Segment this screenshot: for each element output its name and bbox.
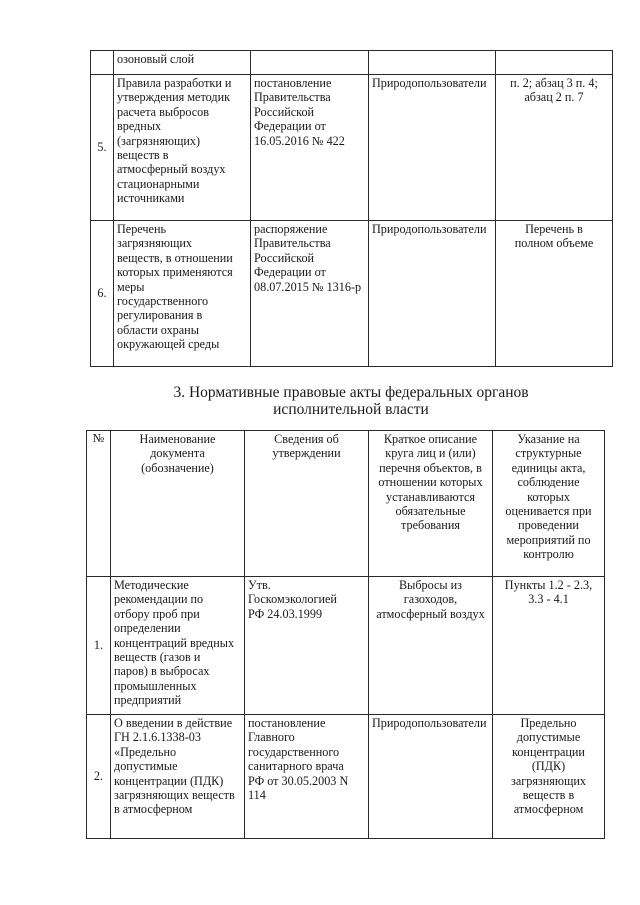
structural-units-cell: Пункты 1.2 - 2.3, 3.3 - 4.1: [493, 577, 605, 715]
table-row: [87, 577, 605, 715]
document-name-cell: Правила разработки и утверждения методик расчета выбросов вредных (загрязняющих) веществ в атмосферный воздух стационарными источниками: [114, 75, 251, 221]
header-persons-description: Краткое описание круга лиц и (или) перечня объектов, в отношении которых устанавливаются обязательные требования: [369, 431, 493, 577]
regulations-table-continued: [90, 50, 613, 367]
document-name-cell: Перечень загрязняющих веществ, в отношении которых применяются меры государственного регулирования в области охраны окружающей среды: [114, 221, 251, 367]
header-approval-info: Сведения об утверждении: [245, 431, 369, 577]
row-number-cell: 1.: [87, 577, 111, 715]
approval-info-cell: [251, 51, 369, 75]
header-number: №: [87, 431, 111, 577]
header-structural-units: Указание на структурные единицы акта, соблюдение которых оценивается при проведении мероприятий по контролю: [493, 431, 605, 577]
document-name-cell: О введении в действие ГН 2.1.6.1338-03 «Предельно допустимые концентрации (ПДК) загрязняющих веществ в атмосферном: [111, 715, 245, 839]
document-name-cell: озоновый слой: [114, 51, 251, 75]
approval-info-cell: Утв. Госкомэкологией РФ 24.03.1999: [245, 577, 369, 715]
federal-acts-table: [86, 430, 605, 839]
row-number-cell: 2.: [87, 715, 111, 839]
header-document-name: Наименование документа (обозначение): [111, 431, 245, 577]
structural-units-cell: п. 2; абзац 3 п. 4; абзац 2 п. 7: [496, 75, 613, 221]
persons-description-cell: Природопользователи: [369, 75, 496, 221]
persons-description-cell: Природопользователи: [369, 221, 496, 367]
structural-units-cell: Предельно допустимые концентрации (ПДК) загрязняющих веществ в атмосферном: [493, 715, 605, 839]
structural-units-cell: [496, 51, 613, 75]
section-heading: 3. Нормативные правовые акты федеральных органов исполнительной власти: [173, 384, 529, 418]
row-number-cell: [91, 51, 114, 75]
document-name-cell: Методические рекомендации по отбору проб при определении концентраций вредных веществ (газов и паров) в выбросах промышленных предприятий: [111, 577, 245, 715]
approval-info-cell: постановление Правительства Российской Федерации от 16.05.2016 № 422: [251, 75, 369, 221]
row-number-cell: 6.: [91, 221, 114, 367]
approval-info-cell: распоряжение Правительства Российской Федерации от 08.07.2015 № 1316-р: [251, 221, 369, 367]
persons-description-cell: [369, 51, 496, 75]
row-number-cell: 5.: [91, 75, 114, 221]
persons-description-cell: Природопользователи: [369, 715, 493, 839]
table-row: [91, 75, 613, 221]
table-row: [91, 221, 613, 367]
persons-description-cell: Выбросы из газоходов, атмосферный воздух: [369, 577, 493, 715]
structural-units-cell: Перечень в полном объеме: [496, 221, 613, 367]
table-row: [87, 715, 605, 839]
approval-info-cell: постановление Главного государственного санитарного врача РФ от 30.05.2003 N 114: [245, 715, 369, 839]
table-row: [91, 51, 613, 75]
table-header-row: [87, 431, 605, 577]
